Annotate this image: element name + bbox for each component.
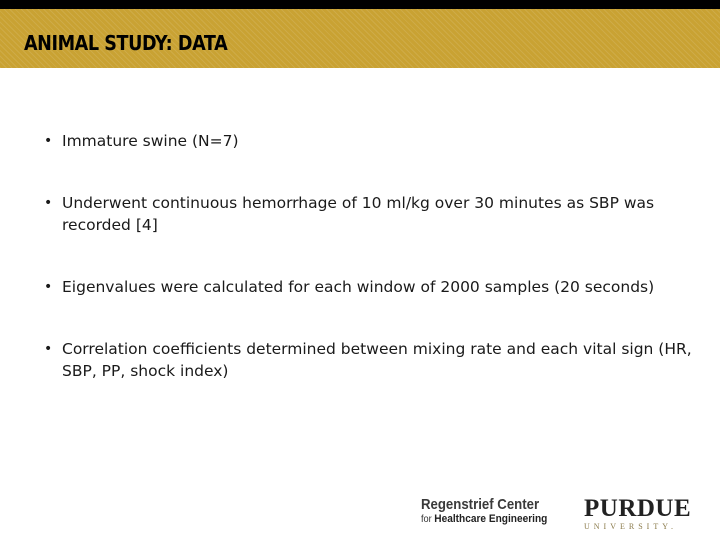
bullet-text: Immature swine (N=7) (62, 132, 239, 150)
regenstrief-logo (421, 496, 571, 526)
slide-title: ANIMAL STUDY: DATA (24, 31, 228, 55)
bullet-dot-icon: • (44, 133, 53, 149)
bullet-text: Eigenvalues were calculated for each window of 2000 samples (20 seconds) (62, 278, 655, 296)
bullet-item (44, 192, 694, 236)
bullet-text: Underwent continuous hemorrhage of 10 ml/kg over 30 minutes as SBP was recorded [4] (62, 194, 655, 234)
bullet-text: Correlation coefficients determined between mixing rate and each vital sign (HR, SBP, PP, shock index) (62, 340, 692, 380)
bullet-item (44, 338, 694, 382)
regenstrief-title: Regenstrief Center (421, 496, 540, 513)
bullet-item (44, 276, 694, 298)
regenstrief-for: for (421, 514, 432, 525)
title-band (0, 9, 720, 68)
regenstrief-healthcare: Healthcare Engineering (434, 513, 548, 525)
regenstrief-subtitle (421, 513, 559, 526)
bullet-dot-icon: • (44, 195, 53, 211)
bullet-item (44, 130, 694, 152)
bullet-list (44, 130, 694, 422)
purdue-university: UNIVERSITY. (584, 522, 677, 531)
top-black-bar (0, 0, 720, 9)
bullet-dot-icon: • (44, 279, 53, 295)
purdue-logo (584, 496, 694, 532)
purdue-wordmark: PURDUE (584, 495, 692, 522)
bullet-dot-icon: • (44, 341, 53, 357)
